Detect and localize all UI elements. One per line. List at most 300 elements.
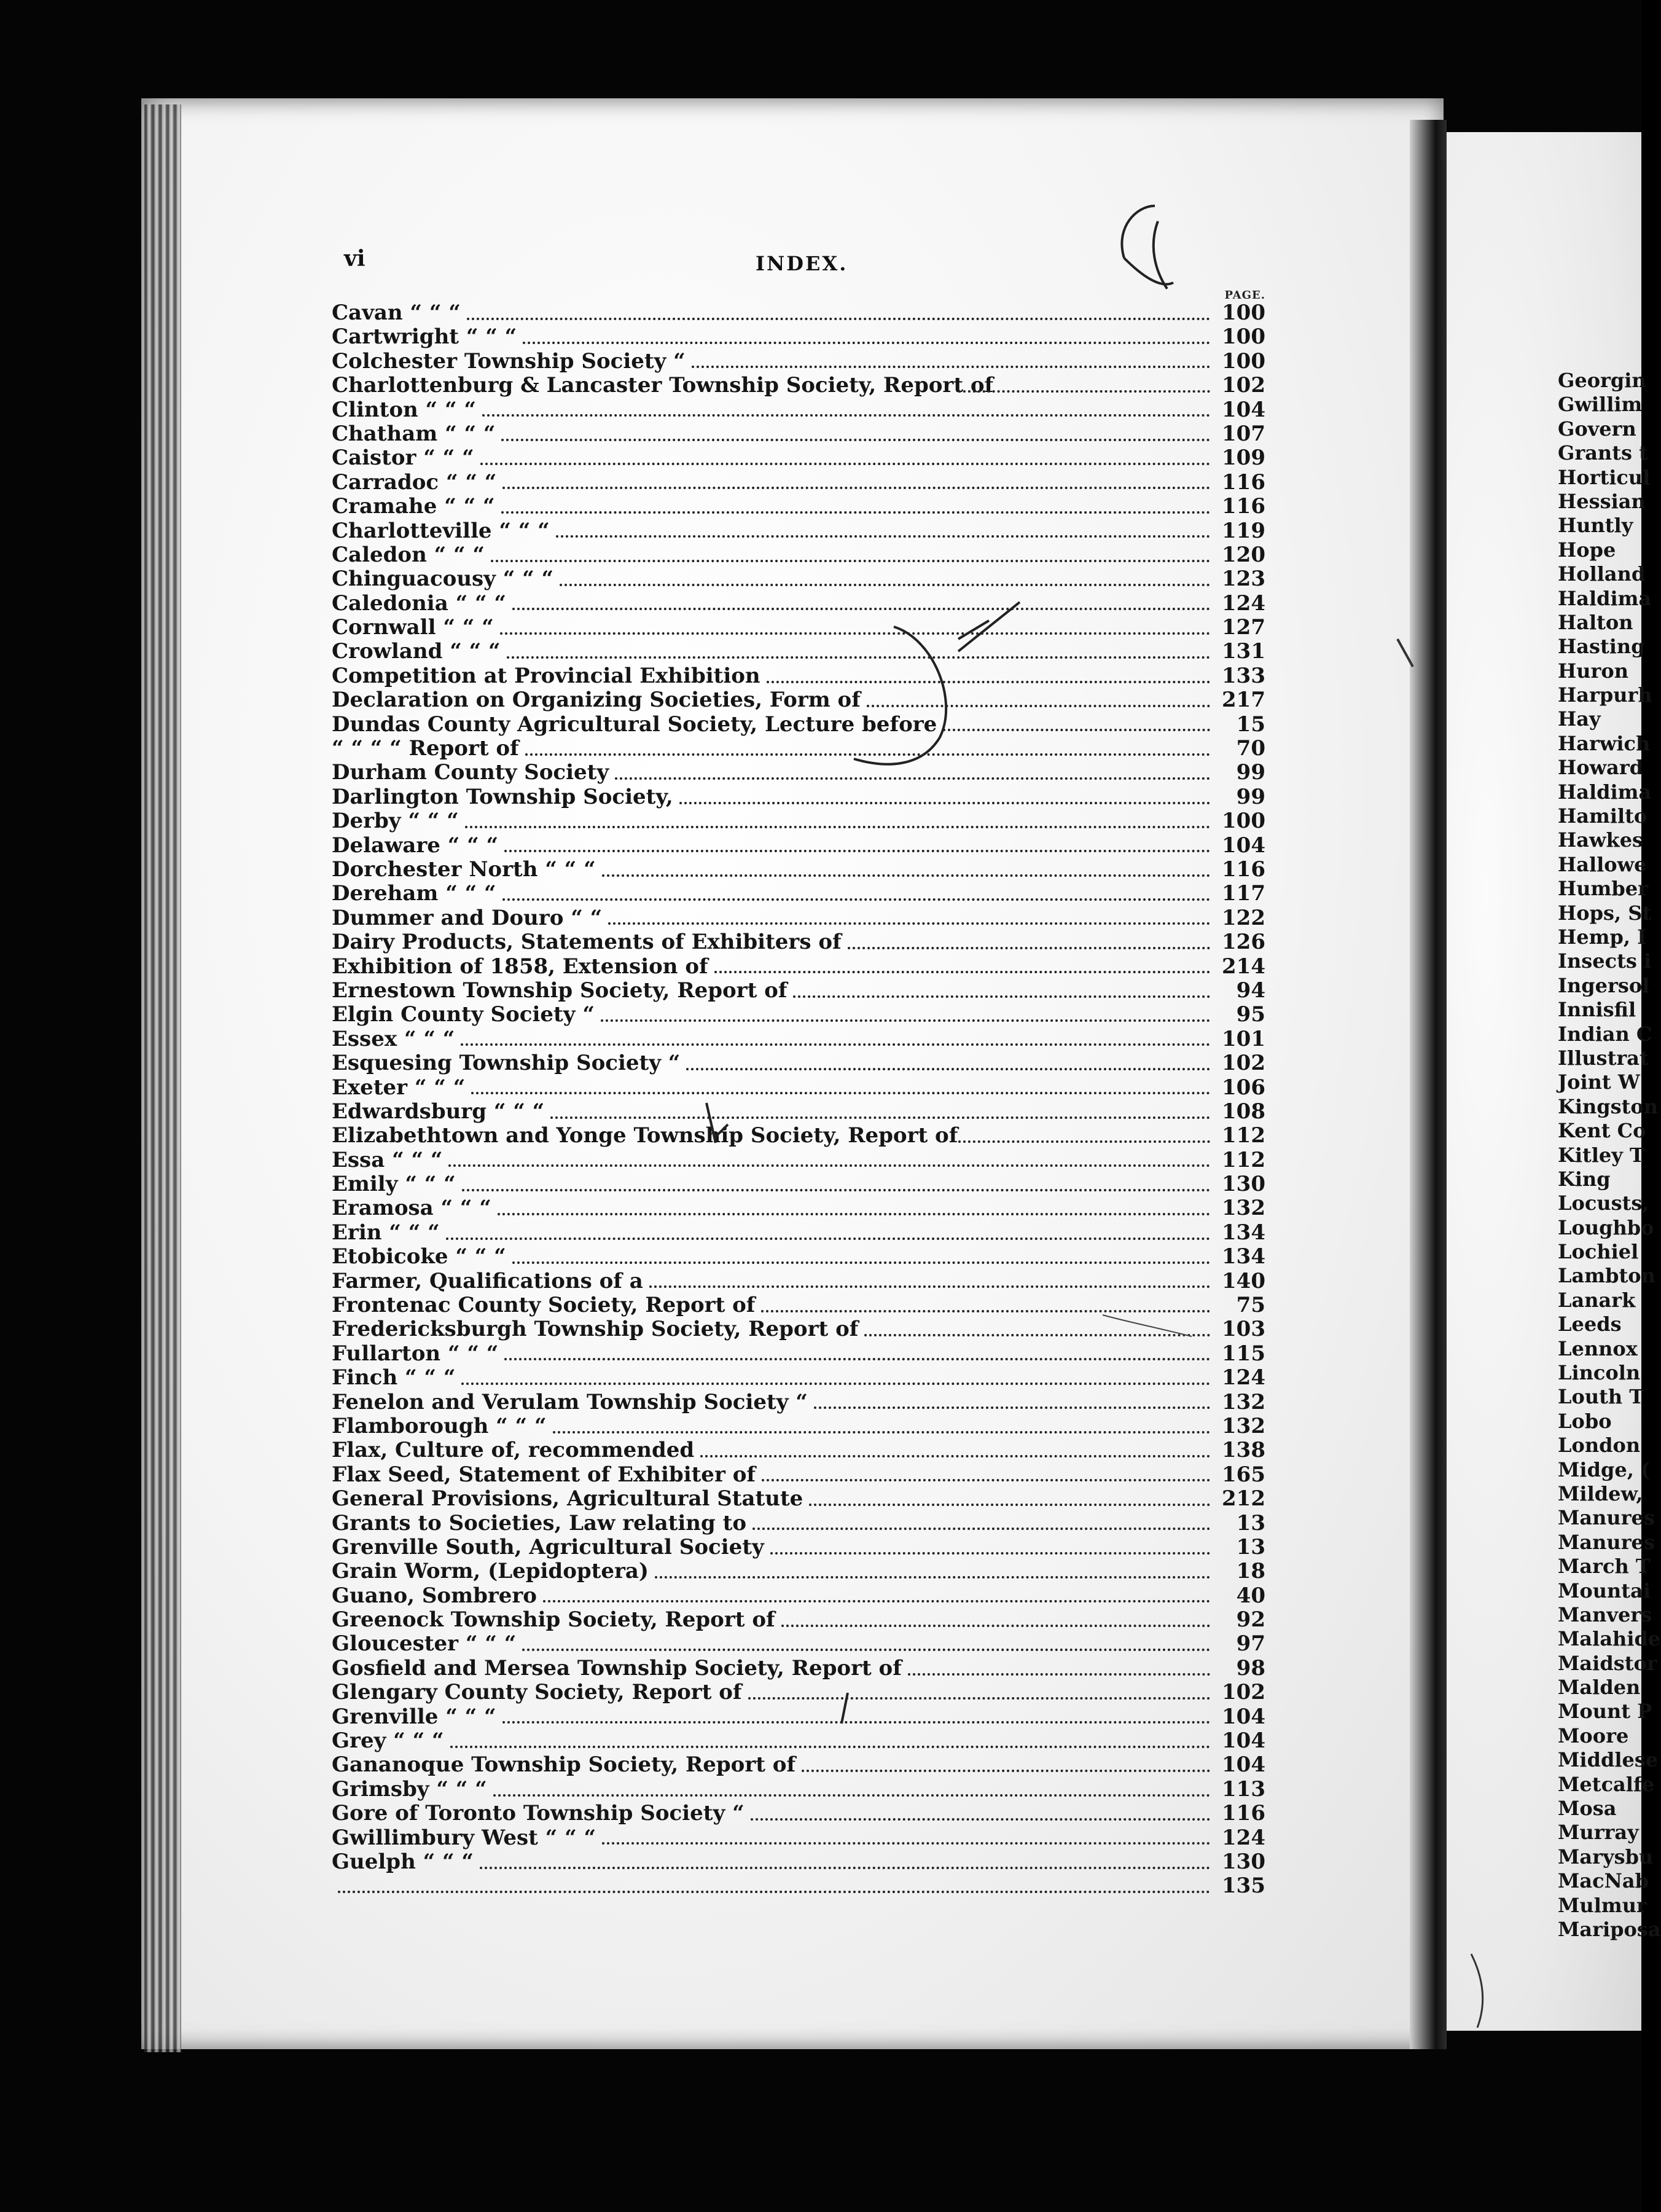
entry-page-number: 94 (1236, 978, 1265, 1003)
dot-leader (450, 1742, 1210, 1748)
entry-label: Cartwright “ “ “ (332, 324, 517, 350)
dot-leader (338, 1887, 1210, 1893)
index-entry (332, 1559, 1265, 1583)
index-entry (332, 1172, 1265, 1196)
entry-label: Carradoc “ “ “ (332, 469, 497, 495)
entry-label: Gosfield and Mersea Township Society, Report of (332, 1655, 902, 1681)
entry-page-number: 108 (1222, 1099, 1265, 1124)
index-entry (332, 1414, 1265, 1438)
entry-label: Exhibition of 1858, Extension of (332, 954, 708, 979)
entry-label: Etobicoke “ “ “ (332, 1244, 506, 1269)
dot-leader (767, 677, 1210, 683)
entry-label: Flax Seed, Statement of Exhibiter of (332, 1462, 756, 1487)
running-head (344, 246, 1327, 276)
right-index-entry: Insects i (1558, 949, 1652, 973)
index-entry (332, 1293, 1265, 1317)
dot-leader (502, 483, 1210, 489)
index-entries (332, 301, 1265, 1899)
entry-label: Grain Worm, (Lepidoptera) (332, 1559, 649, 1584)
index-entry (332, 1850, 1265, 1874)
dot-leader (504, 1354, 1210, 1360)
entry-page-number: 106 (1222, 1075, 1265, 1100)
dot-leader (867, 701, 1210, 707)
entry-page-number: 13 (1236, 1510, 1265, 1535)
entry-label: Caledonia “ “ “ (332, 590, 506, 616)
dot-leader (512, 1258, 1210, 1264)
dot-leader (501, 508, 1210, 514)
right-index-entry: Locusts, (1558, 1191, 1649, 1215)
index-entry (332, 567, 1265, 591)
right-index-entry: Lobo (1558, 1409, 1612, 1433)
entry-page-number: 116 (1222, 1801, 1265, 1826)
entry-label: Fullarton “ “ “ (332, 1341, 499, 1366)
dot-leader (751, 1814, 1210, 1821)
entry-label: Esquesing Township Society “ (332, 1051, 681, 1076)
right-index-entry: Louth T (1558, 1385, 1644, 1409)
entry-page-number: 135 (1222, 1873, 1265, 1899)
entry-page-number: 120 (1222, 542, 1265, 567)
entry-label: Cramahe “ “ “ (332, 494, 495, 519)
entry-label: Cavan “ “ “ (332, 300, 461, 325)
right-index-entry: Indian C (1558, 1022, 1652, 1046)
entry-page-number: 122 (1222, 905, 1265, 930)
entry-label: General Provisions, Agricultural Statute (332, 1486, 803, 1512)
page-number: vi (344, 246, 365, 272)
index-entry (332, 1076, 1265, 1100)
dot-leader (655, 1572, 1210, 1579)
entry-label: Essa “ “ “ (332, 1147, 443, 1172)
dot-leader (553, 1427, 1211, 1433)
index-entry (332, 1753, 1265, 1777)
dot-leader (500, 629, 1210, 635)
dot-leader (692, 362, 1210, 368)
dot-leader (908, 1669, 1210, 1676)
entry-page-number: 100 (1222, 348, 1265, 374)
entry-page-number: 102 (1222, 373, 1265, 398)
entry-page-number: 101 (1222, 1026, 1265, 1051)
dot-leader (507, 653, 1210, 659)
entry-label: Ernestown Township Society, Report of (332, 978, 788, 1003)
dot-leader (649, 1282, 1210, 1288)
index-entry (332, 519, 1265, 543)
dot-leader (560, 580, 1210, 586)
right-index-entry: Lanark (1558, 1288, 1636, 1312)
dot-leader (448, 1161, 1210, 1167)
dot-leader (502, 895, 1210, 901)
page-column-header: PAGE. (1224, 289, 1265, 302)
entry-page-number: 124 (1222, 1825, 1265, 1850)
entry-page-number: 13 (1236, 1534, 1265, 1559)
index-entry (332, 1269, 1265, 1293)
entry-page-number: 130 (1222, 1172, 1265, 1197)
entry-label: Dundas County Agricultural Society, Lecture before (332, 712, 937, 737)
right-index-entry: Lennox (1558, 1336, 1638, 1360)
index-entry (332, 1705, 1265, 1729)
entry-label: Eramosa “ “ “ (332, 1196, 491, 1221)
index-entry (332, 1826, 1265, 1850)
index-entry (332, 1100, 1265, 1124)
dot-leader (482, 410, 1210, 417)
entry-page-number: 112 (1222, 1147, 1265, 1172)
entry-label: Delaware “ “ “ (332, 833, 499, 858)
entry-label: Durham County Society (332, 760, 609, 785)
right-index-entry: Govern (1558, 417, 1636, 441)
right-index-entry: Manures (1558, 1530, 1655, 1554)
entry-label: Gloucester “ “ “ (332, 1631, 517, 1657)
entry-page-number: 134 (1222, 1220, 1265, 1245)
entry-label: Derby “ “ “ (332, 809, 459, 834)
entry-label: Gwillimbury West “ “ “ (332, 1825, 596, 1850)
entry-label: Finch “ “ “ (332, 1365, 456, 1390)
entry-label: Chatham “ “ “ (332, 421, 496, 446)
entry-label: Emily “ “ “ (332, 1172, 456, 1197)
right-index-entry: Hamilto (1558, 804, 1647, 828)
entry-page-number: 104 (1222, 1728, 1265, 1754)
entry-label: Flax, Culture of, recommended (332, 1438, 695, 1463)
entry-label: “ “ “ “ Report of (332, 736, 519, 761)
dot-leader (471, 1088, 1210, 1094)
dot-leader (465, 822, 1210, 828)
entry-page-number: 103 (1222, 1317, 1265, 1342)
right-index-entry: Harwich (1558, 731, 1651, 755)
entry-label: Flamborough “ “ “ (332, 1413, 547, 1438)
dot-leader (461, 1040, 1210, 1046)
entry-label: Cornwall “ “ “ (332, 615, 494, 640)
dot-leader (958, 1137, 1210, 1143)
right-index-entry: Mount P (1558, 1700, 1652, 1724)
entry-label: Essex “ “ “ (332, 1026, 455, 1051)
index-entry (332, 1245, 1265, 1269)
entry-page-number: 130 (1222, 1849, 1265, 1874)
right-index-entry: London (1558, 1433, 1641, 1457)
right-index-entry: Haldima (1558, 586, 1652, 610)
entry-page-number: 123 (1222, 567, 1265, 592)
right-index-entry: Murray (1558, 1821, 1639, 1845)
index-entry (332, 471, 1265, 495)
entry-page-number: 133 (1222, 663, 1265, 688)
entry-label: Exeter “ “ “ (332, 1075, 466, 1100)
right-index-entry: Mildew, (1558, 1481, 1643, 1505)
entry-page-number: 104 (1222, 1704, 1265, 1729)
entry-label: Charlotteville “ “ “ (332, 518, 550, 543)
entry-page-number: 70 (1236, 736, 1265, 761)
index-entry (332, 1632, 1265, 1656)
entry-label: Gananoque Township Society, Report of (332, 1752, 796, 1778)
entry-page-number: 134 (1222, 1244, 1265, 1269)
right-index-entry: Metcalfe (1558, 1772, 1655, 1796)
dot-leader (493, 1790, 1210, 1797)
entry-page-number: 104 (1222, 1752, 1265, 1778)
entry-page-number: 132 (1222, 1413, 1265, 1438)
dot-leader (543, 1596, 1210, 1602)
book-gutter (1410, 120, 1447, 2049)
index-entry (332, 1124, 1265, 1148)
right-index-entry: Manvers (1558, 1602, 1652, 1626)
entry-label: Grants to Societies, Law relating to (332, 1510, 747, 1535)
dot-leader (501, 435, 1210, 441)
index-entry (332, 1487, 1265, 1511)
right-index-entry: Kent Co (1558, 1119, 1646, 1143)
entry-page-number: 124 (1222, 1365, 1265, 1390)
entry-label: Guano, Sombrero (332, 1583, 537, 1608)
entry-label: Dereham “ “ “ (332, 881, 496, 906)
index-entry (332, 1148, 1265, 1172)
right-index-entry: Mosa (1558, 1797, 1617, 1821)
dot-leader (504, 846, 1210, 852)
entry-label: Chinguacousy “ “ “ (332, 567, 554, 592)
right-index-entry: Joint W (1558, 1070, 1640, 1094)
index-entry (332, 930, 1265, 954)
index-entry (332, 713, 1265, 737)
dot-leader (602, 1838, 1210, 1845)
right-index-entry: Mariposa (1558, 1918, 1661, 1941)
index-entry (332, 1657, 1265, 1681)
entry-page-number: 116 (1222, 469, 1265, 495)
right-index-entry: Manures (1558, 1506, 1655, 1530)
dot-leader (864, 1330, 1210, 1336)
page-title: INDEX. (756, 252, 848, 275)
right-index-entry: Harpurh (1558, 683, 1652, 707)
entry-label: Farmer, Qualifications of a (332, 1268, 643, 1293)
entry-page-number: 112 (1222, 1123, 1265, 1148)
right-index-entry: Hawkes (1558, 828, 1644, 852)
index-entry (332, 1584, 1265, 1608)
entry-label: Erin “ “ “ (332, 1220, 440, 1245)
index-entry (332, 1512, 1265, 1535)
right-index-entry: Kitley T (1558, 1143, 1644, 1167)
entry-page-number: 107 (1222, 421, 1265, 446)
entry-label: Colchester Township Society “ (332, 348, 686, 374)
right-index-entry: Huron (1558, 659, 1628, 683)
entry-page-number: 102 (1222, 1051, 1265, 1076)
dot-leader (491, 556, 1210, 562)
right-index-entry: Lincoln (1558, 1361, 1641, 1385)
entry-label: Darlington Township Society, (332, 784, 673, 809)
right-page-index-entries (1558, 369, 1661, 1942)
index-entry (332, 616, 1265, 640)
entry-label: Edwardsburg “ “ “ (332, 1099, 545, 1124)
dot-leader (686, 1064, 1210, 1070)
entry-page-number: 75 (1236, 1293, 1265, 1318)
dot-leader (602, 871, 1210, 877)
dot-leader (523, 338, 1210, 344)
entry-page-number: 109 (1222, 445, 1265, 471)
right-index-entry: Mountai (1558, 1579, 1651, 1602)
index-entry (332, 350, 1265, 374)
dot-leader (781, 1621, 1210, 1627)
right-index-entry: Halton (1558, 610, 1633, 634)
right-index-entry: Grants t (1558, 441, 1648, 465)
right-index-entry: Horticul (1558, 465, 1651, 489)
index-entry (332, 1681, 1265, 1704)
dot-leader (802, 1766, 1210, 1772)
right-index-entry: Loughbo (1558, 1215, 1654, 1239)
right-index-entry: Gwillim (1558, 393, 1643, 417)
dot-leader (512, 604, 1210, 610)
right-index-entry: Moore (1558, 1724, 1629, 1747)
right-index-entry: Haldima (1558, 780, 1652, 804)
index-entry (332, 1463, 1265, 1487)
dot-leader (752, 1524, 1210, 1530)
index-entry (332, 1221, 1265, 1245)
dot-leader (522, 1645, 1210, 1651)
right-index-entry: Maidstor (1558, 1651, 1657, 1675)
entry-label: Dummer and Douro “ “ (332, 905, 603, 930)
index-entry (332, 422, 1265, 446)
index-entry (332, 809, 1265, 833)
entry-page-number: 119 (1222, 518, 1265, 543)
dot-leader (467, 314, 1210, 320)
entry-label: Grey “ “ “ (332, 1728, 444, 1754)
dot-leader (608, 919, 1210, 925)
right-index-entry: Ingersol (1558, 973, 1650, 997)
entry-page-number: 117 (1222, 881, 1265, 906)
entry-page-number: 138 (1222, 1438, 1265, 1463)
dot-leader (809, 1500, 1210, 1506)
index-entry (332, 882, 1265, 906)
dot-leader (793, 992, 1210, 998)
index-entry (332, 979, 1265, 1003)
index-entry (332, 737, 1265, 761)
entry-label: Declaration on Organizing Societies, Form of (332, 688, 861, 713)
entry-page-number: 165 (1222, 1462, 1265, 1487)
entry-page-number: 217 (1222, 688, 1265, 713)
index-entry (332, 1317, 1265, 1341)
entry-label: Caistor “ “ “ (332, 445, 474, 471)
right-index-entry: Howard (1558, 756, 1644, 780)
entry-label: Grenville “ “ “ (332, 1704, 496, 1729)
entry-page-number: 214 (1222, 954, 1265, 979)
index-entry (332, 1802, 1265, 1826)
entry-label: Fredericksburgh Township Society, Report of (332, 1317, 859, 1342)
index-entry (332, 785, 1265, 809)
dot-leader (748, 1693, 1210, 1700)
entry-page-number: 18 (1236, 1559, 1265, 1584)
page-edges (144, 104, 181, 2052)
entry-page-number: 40 (1236, 1583, 1265, 1608)
index-entry (332, 858, 1265, 882)
entry-page-number: 113 (1222, 1776, 1265, 1802)
index-entry (332, 1342, 1265, 1366)
index-entry (332, 1390, 1265, 1414)
index-entry (332, 1438, 1265, 1462)
entry-label: Grenville South, Agricultural Society (332, 1534, 764, 1559)
index-entry (332, 1778, 1265, 1802)
right-index-entry: Leeds (1558, 1312, 1622, 1336)
right-index-entry: Malahide (1558, 1627, 1661, 1651)
entry-page-number: 92 (1236, 1607, 1265, 1633)
right-index-entry: Lambton (1558, 1264, 1655, 1288)
dot-leader (461, 1379, 1210, 1385)
entry-label: Charlottenburg & Lancaster Township Society, Report of (332, 373, 994, 398)
dot-leader (761, 1306, 1210, 1312)
index-entry (332, 1729, 1265, 1753)
index-entry (332, 495, 1265, 519)
index-entry (332, 761, 1265, 785)
index-entry (332, 1366, 1265, 1390)
dot-leader (480, 1863, 1210, 1869)
entry-page-number: 127 (1222, 615, 1265, 640)
entry-page-number: 131 (1222, 639, 1265, 664)
dot-leader (502, 1717, 1210, 1724)
index-entry (332, 1051, 1265, 1075)
right-index-entry: Hops, St (1558, 901, 1652, 925)
index-entry (332, 1535, 1265, 1559)
dot-leader (480, 459, 1210, 465)
right-index-entry: Innisfil (1558, 998, 1636, 1022)
index-entry (332, 301, 1265, 325)
entry-page-number: 132 (1222, 1389, 1265, 1414)
right-index-entry: MacNab (1558, 1869, 1649, 1893)
entry-page-number: 100 (1222, 300, 1265, 325)
right-index-entry: Midge, ( (1558, 1457, 1651, 1481)
entry-label: Gore of Toronto Township Society “ (332, 1801, 745, 1826)
entry-page-number: 115 (1222, 1341, 1265, 1366)
entry-page-number: 99 (1236, 760, 1265, 785)
entry-page-number: 98 (1236, 1655, 1265, 1681)
right-index-entry: Holland (1558, 562, 1646, 586)
entry-page-number: 100 (1222, 809, 1265, 834)
right-index-entry: Hemp, I (1558, 925, 1647, 949)
entry-page-number: 95 (1236, 1002, 1265, 1027)
right-index-entry: Georgin (1558, 369, 1646, 392)
index-entry (332, 374, 1265, 398)
right-index-entry: Huntly (1558, 514, 1633, 538)
right-index-entry: Humber (1558, 877, 1648, 901)
right-index-entry: March T (1558, 1555, 1651, 1579)
index-entry (332, 1874, 1265, 1898)
dot-leader (615, 774, 1210, 780)
entry-page-number: 124 (1222, 590, 1265, 616)
entry-page-number: 102 (1222, 1680, 1265, 1705)
dot-leader (550, 1113, 1210, 1119)
dot-leader (848, 943, 1210, 949)
index-entry (332, 1003, 1265, 1027)
entry-label: Frontenac County Society, Report of (332, 1293, 756, 1318)
index-entry (332, 1196, 1265, 1220)
entry-label: Elgin County Society “ (332, 1002, 595, 1027)
dot-leader (525, 750, 1210, 756)
index-entry (332, 592, 1265, 616)
entry-page-number: 97 (1236, 1631, 1265, 1657)
right-index-entry: Hessian (1558, 489, 1646, 513)
dot-leader (814, 1403, 1210, 1409)
dot-leader (498, 1209, 1210, 1215)
index-entry (332, 664, 1265, 688)
index-entry (332, 1027, 1265, 1051)
entry-page-number: 15 (1236, 712, 1265, 737)
entry-label: Greenock Township Society, Report of (332, 1607, 775, 1633)
dot-leader (943, 725, 1210, 731)
entry-page-number: 104 (1222, 833, 1265, 858)
right-index-entry: Hasting (1558, 635, 1645, 659)
entry-page-number: 99 (1236, 784, 1265, 809)
right-index-entry: Kingston (1558, 1094, 1659, 1118)
dot-leader (556, 531, 1210, 538)
right-index-entry: Middlese (1558, 1748, 1659, 1772)
entry-page-number: 100 (1222, 324, 1265, 350)
index-entry (332, 906, 1265, 930)
entry-label: Glengary County Society, Report of (332, 1680, 742, 1705)
entry-page-number: 116 (1222, 494, 1265, 519)
index-entry (332, 955, 1265, 979)
dot-leader (601, 1016, 1210, 1022)
dot-leader (700, 1451, 1210, 1457)
index-entry (332, 325, 1265, 349)
dot-leader (462, 1185, 1210, 1191)
entry-label: Fenelon and Verulam Township Society “ (332, 1389, 808, 1414)
entry-page-number: 212 (1222, 1486, 1265, 1512)
